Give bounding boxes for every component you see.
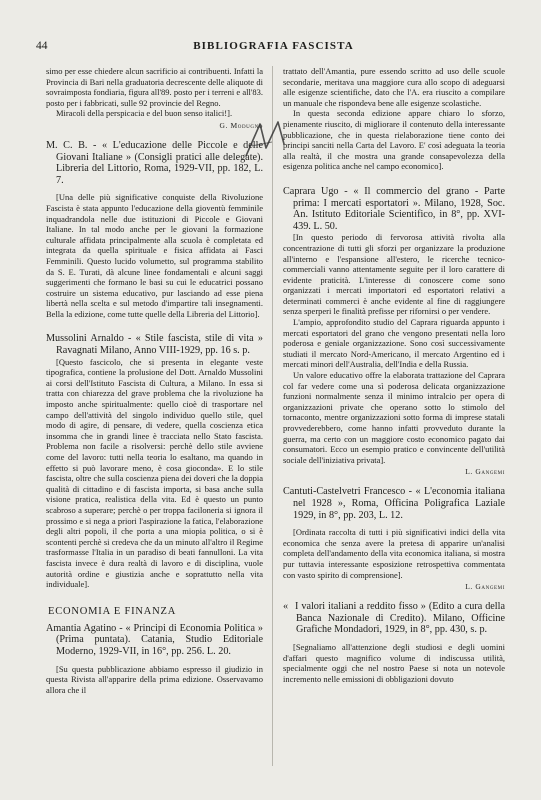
entry-title: Caprara Ugo - « Il commercio del grano - Parte prima: I mercati esportatori ». Milano, 1928, Soc. An. Istituto Editoriale Scientifico, in 8°, pp. XVI-439. L. 50. [283, 185, 505, 232]
left-column [46, 66, 263, 695]
review-continuation: In questa seconda edizione appare chiaro lo sforzo, pienamente riuscito, di migliorare il contenuto della interessante pubblicazione, che in questa rielaborazione tiene conto dei principi sanciti nella Carta del Lavoro. E' così adeguata la teoria alla realtà, il che mostra una grande consapevolezza della esigenza politica anche nel campo economico]. [283, 108, 505, 172]
page-header [36, 40, 511, 56]
reviewer-signature: L. Gangemi [465, 582, 505, 592]
entry-review: [Questo fascicolo, che si presenta in elegante veste tipografica, contiene la prolusione del Dott. Arnaldo Mussolini ai corsi dell'Istituto Fascista di Cultura, a Milano. In essa si tratta con chiarezza del grave problema che la rivoluzione ha imposto anche spiritualmente: quello cioè di trasportare nel campo dell'attività del singolo individuo quello stile, quel modo di agire, di pensare, di vedere, quella coscienza etica insomma che in grandi linee è tracciata nello Stato fascista. Problema non facile a risolversi: perchè dello stile avviene come del lavoro: tutti nella teoria lo esaltano, ma quando in effetto si può lavorare meno, è cosa gioconda». E lo stile fascista, oltre che sulla coscienza piena dei doveri che la doppia qualità di cittadino e di fascista importa, si basa anche sulla visione pratica, realistica della vita. Ed è questo un punto scabroso a superare; perchè o per troppa faciloneria si ignora il prossimo e si nega a priori l'aspirazione la fatica, l'elaborazione degli altri popoli, il che porta a una miopia politica, o si è scontenti perchè si credeva che da un minuto all'altro il Regime trasformasse l'Italia in un paradiso di beati fannulloni. La vita fascista invece è dura realtà di lavoro e di disciplina, vuole autorità ordine e giustizia anche e soprattutto nella vita individuale]. [46, 356, 263, 590]
page-number: 44 [36, 40, 48, 52]
reviewer-signature: L. Gangemi [465, 467, 505, 477]
entry-review: L'ampio, approfondito studio del Caprara riguarda appunto i mercati esportatori del grano che vengono presentati nella loro poderosa e geniale organizzazione. Sono così successivamente studiati il mercato Nord-Americano, il mercato Argentino ed i mercati minori dell'Australia, dell'India e della Russia. [283, 317, 505, 370]
entry-review: [Una delle più significative conquiste della Rivoluzione Fascista è stata appunto l'educazione della gioventù femminile inquadrandola nelle due istituzioni di Piccole e Giovani Italiane. In tal modo anche per le giovani la formazione culturale affidata principalmente alla scuola è completata ed integrata da quella spirituale e fisica affidata ai Fasci Femminili. Questo lucido volumetto, sul programma stabilito da S. E. Turati, dà alcune linee fondamentali e alcuni saggi suggerimenti che formano le basi su cui le educatrici possano costruire un sistema educativo, pur lasciando ad esse piena libertà nella scelta e sul metodo d'impartire tali insegnamenti. Bella la edizione, come tutte quelle della Libreria del Littorio]. [46, 192, 263, 319]
section-heading: ECONOMIA E FINANZA [48, 605, 177, 617]
review-continuation-end: Miracoli della perspicacia e del buon senso italici!]. [56, 108, 233, 119]
entry-title: Mussolini Arnaldo - « Stile fascista, stile di vita » Ravagnati Milano, Anno VIII-1929, pp. 16 s. p. [46, 333, 263, 357]
review-continuation: simo per esse chiedere alcun sacrificio ai contribuenti. Infatti la Provincia di Bari nella graduatoria decrescente delle aliquote di sovraimposta fondiaria, figura all'89. posto per i terreni e all'83. posto per i fabbricati, sulle 92 provincie del Regno. [46, 66, 263, 108]
entry-review: [Ordinata raccolta di tutti i più significativi indici della vita economica che senza avere la pretesa di apparire un'analisi completa dell'andamento della vita economica italiana, si mostra pur tuttavia interessante esposizione retrospettiva commentata con vasto spirito di comprensione]. [283, 527, 505, 580]
entry-title: Amantia Agatino - « Principi di Economia Politica » (Prima puntata). Catania, Studio Editoriale Moderno, 1929-VII, in 16°, pp. 256. L. 20. [46, 622, 263, 657]
entry-review: [In questo periodo di fervorosa attività rivolta alla concentrazione di tutti gli sforzi per organizzare la produzione all'interno e l'espansione all'estero, le ricerche tecnico-commerciali vanno attentamente seguite per il loro carattere di evidente praticità. L'interesse di conoscere come sono organizzati i mercati importatori ed esportatori relativi a determinati commerci è anche evidente al fine di raggiungere senza sperperi le finalità prefisse per rifornirsi o per vendere. [283, 232, 505, 317]
running-title: BIBLIOGRAFIA FASCISTA [193, 40, 354, 52]
bullet-glyph: « [283, 601, 289, 613]
column-divider [272, 66, 273, 766]
entry-title-text: I valori italiani a reddito fisso » (Edito a cura della Banca Nazionale di Credito). Milano, Officine Grafiche Mondadori, 1929, in 8°, pp. 430, s. p. [295, 601, 505, 636]
entry-title [283, 601, 505, 636]
entry-title: Cantuti-Castelvetri Francesco - « L'economia italiana nel 1928 », Roma, Officina Poligrafica Laziale 1929, in 8°, pp. 203, L. 12. [283, 486, 505, 521]
entry-review: Un valore educativo offre la elaborata trattazione del Caprara col far vedere come una sì poderosa delicata organizzazione funzioni normalmente senza il minimo intralcio per opera di organizzazioni private che operano sotto lo stimolo del tornaconto, mentre organizzazioni sotto forma di imprese statali provvederebbero, come hanno infatti provveduto durante la guerra, ma certo con un maggiore costo economico pagato dai consumatori. Ecco un esempio pratico e convincente dell'utilità sociale dell'iniziativa privata]. [283, 370, 505, 465]
entry-review: [Su questa pubblicazione abbiamo espresso il giudizio in questa Rivista all'apparire della prima edizione. Osservavamo allora che il [46, 663, 263, 695]
review-continuation: trattato dell'Amantia, pure essendo scritto ad uso delle scuole secondarie, meritava una maggiore cura allo scopo di adeguarsi alle esigenze scientifiche, dato che l'A. era riuscito a compilare un manuale che rispondeva bene alle esigenze scolastiche. [283, 66, 505, 108]
reviewer-signature: G. Modugno [219, 120, 263, 130]
right-column [283, 66, 505, 684]
entry-title: M. C. B. - « L'educazione delle Piccole e delle Giovani Italiane » (Consigli pratici alle delegate). Libreria del Littorio, Roma, 1929-VII, pp. 182, L. 7. [46, 139, 263, 186]
entry-review: [Segnaliamo all'attenzione degli studiosi e degli uomini d'affari questo magnifico volume di indiscussa utilità, specialmente oggi che nel nostro Paese si nota un notevole incremento nelle emissioni di obbligazioni dovuto [283, 641, 505, 684]
